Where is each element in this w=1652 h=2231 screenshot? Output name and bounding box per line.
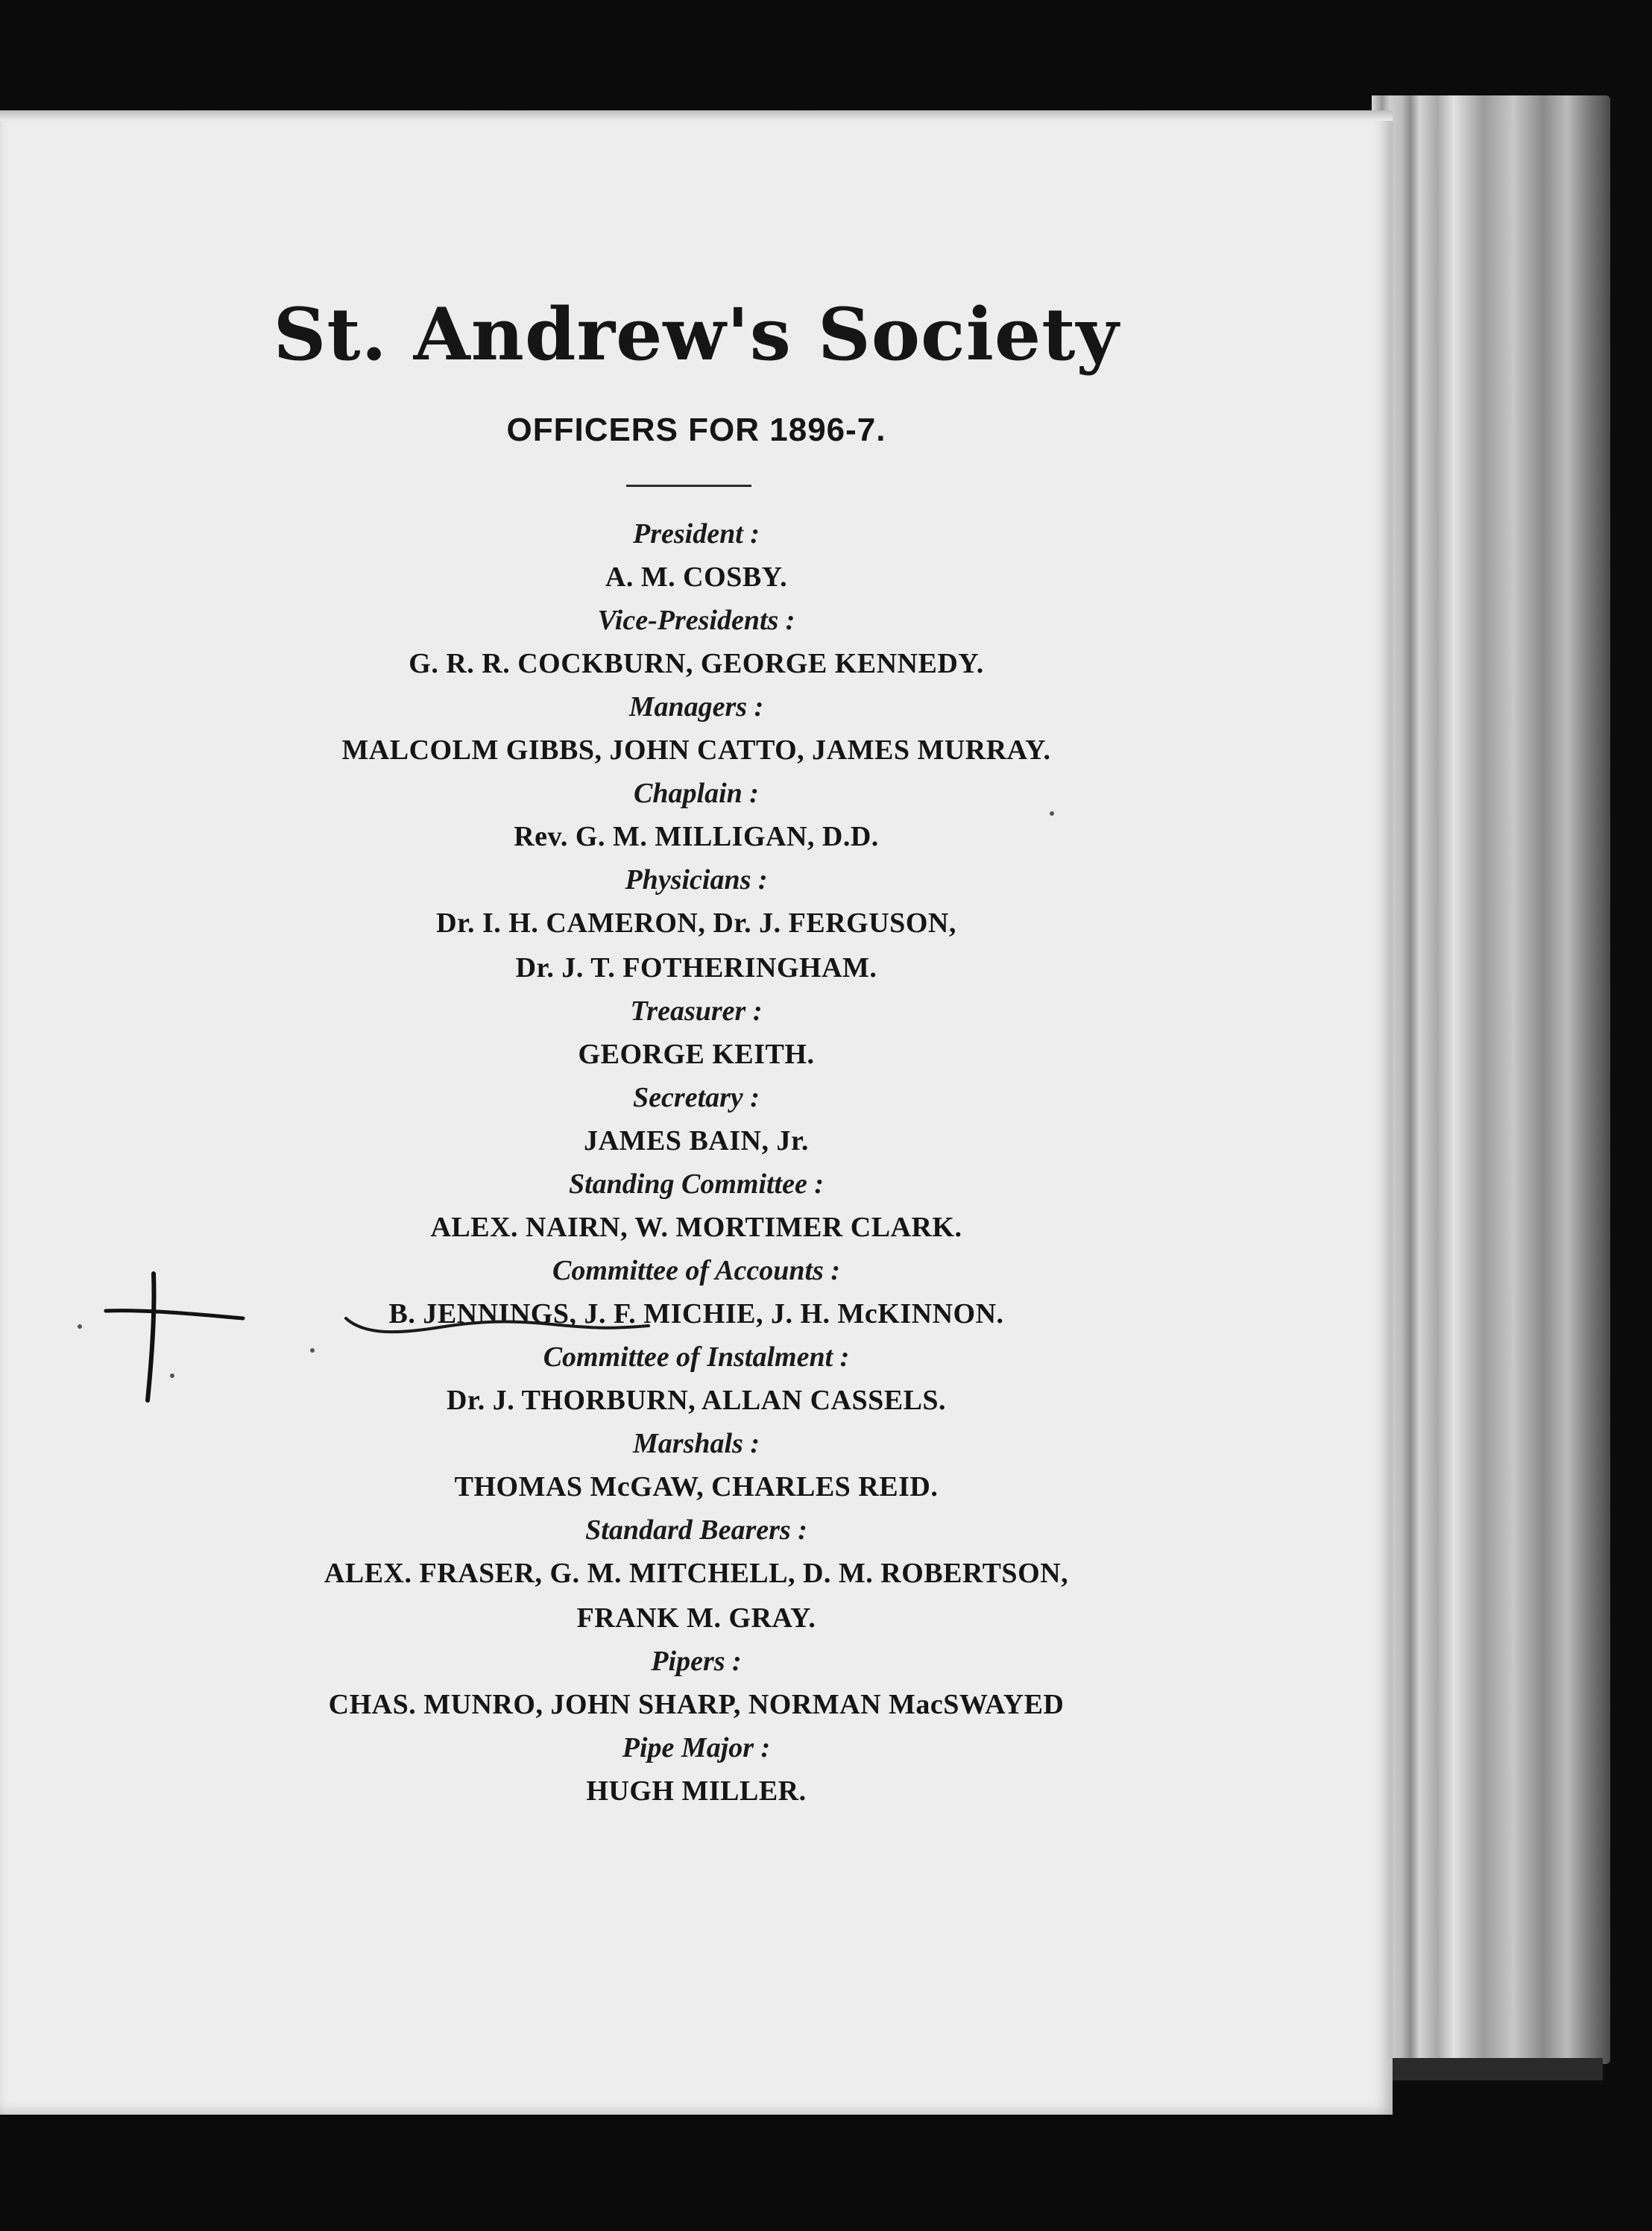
office-standard-bearers (0, 1509, 1393, 1640)
office-standing-committee (0, 1163, 1393, 1250)
office-role: Secretary : (633, 1082, 760, 1113)
office-role: Pipe Major : (622, 1732, 771, 1763)
office-role: President : (633, 518, 760, 550)
office-role: Marshals : (633, 1428, 760, 1459)
paper-speck (170, 1373, 174, 1378)
office-role: Physicians : (625, 864, 768, 896)
office-names: Dr. J. THORBURN, ALLAN CASSELS. (446, 1385, 947, 1416)
office-role: Committee of Accounts : (552, 1255, 840, 1286)
office-vice-presidents (0, 600, 1393, 686)
document-page (0, 110, 1393, 2115)
office-names: G. R. R. COCKBURN, GEORGE KENNEDY. (409, 648, 984, 679)
office-managers (0, 686, 1393, 772)
office-names: THOMAS McGAW, CHARLES REID. (454, 1471, 939, 1502)
office-role: Pipers : (651, 1646, 742, 1677)
page-edges-shadow (1379, 2058, 1603, 2080)
office-role: Chaplain : (634, 778, 759, 809)
office-treasurer (0, 990, 1393, 1077)
office-names: CHAS. MUNRO, JOHN SHARP, NORMAN MacSWAYED (328, 1689, 1065, 1720)
office-names: MALCOLM GIBBS, JOHN CATTO, JAMES MURRAY. (341, 734, 1051, 766)
office-pipe-major (0, 1727, 1393, 1813)
office-physicians (0, 859, 1393, 990)
office-marshals (0, 1423, 1393, 1509)
office-names: Dr. J. T. FOTHERINGHAM. (515, 952, 877, 984)
officer-list (0, 513, 1393, 1813)
office-names: Dr. I. H. CAMERON, Dr. J. FERGUSON, (436, 907, 956, 939)
office-pipers (0, 1640, 1393, 1727)
title-rule (626, 485, 751, 487)
paper-speck (310, 1348, 315, 1353)
handwritten-underline-mark (343, 1311, 656, 1341)
page-top-edge (0, 110, 1393, 121)
paper-speck (78, 1324, 82, 1329)
office-names: B. JENNINGS, J. F. MICHIE, J. H. McKINNON. (388, 1298, 1004, 1330)
office-chaplain (0, 772, 1393, 859)
office-names: GEORGE KEITH. (578, 1039, 815, 1070)
office-role: Treasurer : (630, 995, 763, 1027)
page-edges (1372, 95, 1610, 2064)
office-role: Vice-Presidents : (597, 605, 795, 636)
office-names: Rev. G. M. MILLIGAN, D.D. (514, 821, 879, 852)
office-role: Committee of Instalment : (543, 1341, 850, 1373)
office-names: ALEX. FRASER, G. M. MITCHELL, D. M. ROBERTSON, (324, 1558, 1069, 1589)
office-role: Standard Bearers : (585, 1514, 807, 1546)
office-role: Standing Committee : (568, 1168, 825, 1200)
paper-speck (1050, 811, 1054, 816)
office-secretary (0, 1077, 1393, 1163)
office-president (0, 513, 1393, 600)
office-names: ALEX. NAIRN, W. MORTIMER CLARK. (430, 1212, 962, 1243)
office-role: Managers : (628, 691, 764, 723)
handwritten-cross-mark (101, 1266, 250, 1415)
office-names: JAMES BAIN, Jr. (584, 1125, 809, 1157)
officers-subtitle: OFFICERS FOR 1896-7. (506, 412, 886, 448)
office-names: FRANK M. GRAY. (576, 1602, 816, 1634)
society-title: St. Andrew's Society (273, 292, 1120, 377)
office-names: A. M. COSBY. (605, 561, 788, 593)
office-names: HUGH MILLER. (586, 1775, 807, 1807)
